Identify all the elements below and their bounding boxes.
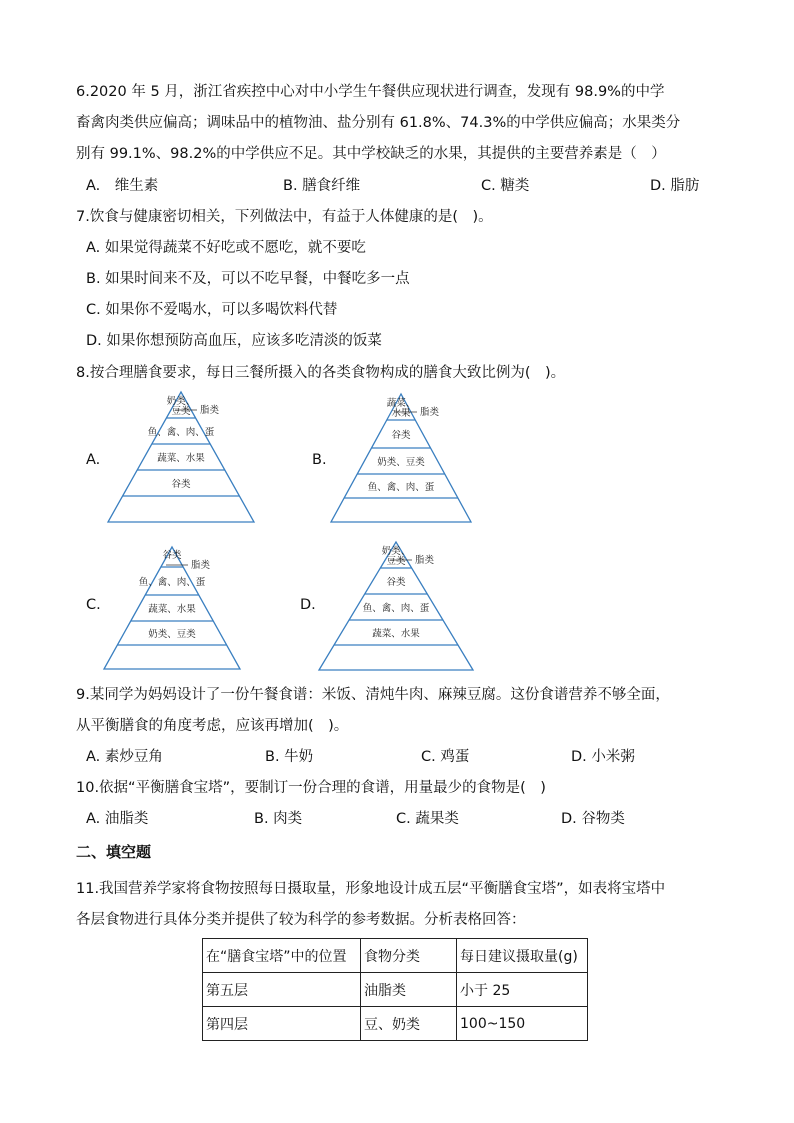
pyramid-c-label: C.	[86, 597, 101, 613]
pyramid-layer-label: 鱼、禽、肉、蛋	[138, 577, 206, 588]
pyramid-layer-label: 奶类、豆类	[377, 457, 425, 468]
q9-option-c: C. 鸡蛋	[421, 749, 470, 765]
q6-option-d: D. 脂肪	[650, 178, 700, 194]
q6-option-a: A. 维生素	[86, 178, 159, 194]
q9-stem-line2: 从平衡膳食的角度考虑，应该再增加( )。	[76, 718, 349, 734]
q6-stem-line1: 6.2020 年 5 月，浙江省疾控中心对中小学生午餐供应现状进行调查，发现有 98.9%的中学	[76, 84, 665, 100]
pyramid-top-label: 脂类	[200, 405, 220, 416]
table-cell: 在“膳食宝塔”中的位置	[203, 939, 361, 973]
food-pyramid-d	[318, 538, 478, 676]
food-pyramid-b	[329, 388, 479, 528]
pyramid-layer-label: 蔬菜、水果	[157, 453, 205, 464]
pyramid-d-label: D.	[300, 597, 316, 613]
q10-option-d: D. 谷物类	[561, 811, 625, 827]
pyramid-layer-label: 蔬菜、水果	[372, 628, 420, 640]
q6-stem-line2: 畜禽肉类供应偏高；调味品中的植物油、盐分别有 61.8%、74.3%的中学供应偏高；水果类分	[76, 115, 681, 131]
table-cell: 每日建议摄取量(g)	[457, 939, 588, 973]
q7-option-d: D. 如果你想预防高血压，应该多吃清淡的饭菜	[86, 333, 382, 349]
table-cell: 第四层	[203, 1007, 361, 1041]
q11-stem-line1: 11.我国营养学家将食物按照每日摄取量，形象地设计成五层“平衡膳食宝塔”，如表将宝塔中	[76, 881, 666, 897]
pyramid-layer-label: 豆类	[171, 406, 191, 417]
pyramid-layer-label: 奶类、豆类	[148, 629, 196, 640]
pyramid-b-label: B.	[312, 452, 327, 468]
pyramid-top-label: 脂类	[191, 560, 211, 571]
food-pyramid-c	[102, 543, 252, 673]
table-cell: 豆、奶类	[361, 1007, 457, 1041]
table-cell: 小于 25	[457, 973, 588, 1007]
pyramid-layer-label: 谷类	[162, 550, 182, 561]
q7-stem: 7.饮食与健康密切相关，下列做法中，有益于人体健康的是( )。	[76, 209, 493, 225]
pyramid-layer-label: 奶类、	[166, 396, 196, 407]
pyramid-layer-label: 鱼、禽、肉、蛋	[362, 603, 430, 614]
table-cell: 第五层	[203, 973, 361, 1007]
q7-option-a: A. 如果觉得蔬菜不好吃或不愿吃，就不要吃	[86, 240, 366, 256]
table-cell: 100~150	[457, 1007, 588, 1041]
pyramid-layer-label: 蔬菜、水果	[148, 604, 196, 615]
q6-option-b: B. 膳食纤维	[283, 178, 361, 194]
food-pyramid-a	[104, 388, 264, 528]
q9-stem-line1: 9.某同学为妈妈设计了一份午餐食谱：米饭、清炖牛肉、麻辣豆腐。这份食谱营养不够全面，	[76, 687, 670, 703]
q8-stem: 8.按合理膳食要求，每日三餐所摄入的各类食物构成的膳食大致比例为( )。	[76, 365, 566, 381]
q10-stem: 10.依据“平衡膳食宝塔”，要制订一份合理的食谱，用量最少的食物是( )	[76, 780, 546, 796]
table-row	[203, 973, 588, 1007]
q10-option-c: C. 蔬果类	[396, 811, 459, 827]
pyramid-layer-label: 奶类、	[381, 546, 411, 557]
q9-option-b: B. 牛奶	[265, 749, 314, 765]
table-row	[203, 1007, 588, 1041]
pyramid-layer-label: 豆类	[386, 556, 406, 567]
pyramid-layer-label: 蔬菜、	[386, 398, 416, 409]
q6-stem-line3: 别有 99.1%、98.2%的中学供应不足。其中学校缺乏的水果，其提供的主要营养素是（ ）	[76, 146, 666, 162]
pyramid-layer-label: 谷类	[391, 430, 411, 441]
q6-option-c: C. 糖类	[481, 178, 530, 194]
pyramid-layer-label: 鱼、禽、肉、蛋	[367, 482, 435, 493]
pyramid-layer-label: 水果	[391, 408, 411, 419]
q9-option-d: D. 小米粥	[571, 749, 635, 765]
pyramid-layer-label: 鱼、禽、肉、蛋	[147, 427, 215, 438]
section-title: 二、填空题	[76, 843, 152, 861]
pyramid-top-label: 脂类	[420, 407, 440, 418]
pyramid-a-label: A.	[86, 452, 101, 468]
q10-option-a: A. 油脂类	[86, 811, 149, 827]
q11-stem-line2: 各层食物进行具体分类并提供了较为科学的参考数据。分析表格回答：	[76, 912, 526, 928]
food-table	[202, 938, 588, 1041]
q10-option-b: B. 肉类	[254, 811, 303, 827]
table-cell: 食物分类	[361, 939, 457, 973]
q7-option-c: C. 如果你不爱喝水，可以多喝饮料代替	[86, 302, 338, 318]
table-row	[203, 939, 588, 973]
table-cell: 油脂类	[361, 973, 457, 1007]
pyramid-layer-label: 谷类	[386, 577, 406, 588]
pyramid-layer-label: 谷类	[171, 479, 191, 490]
q9-option-a: A. 素炒豆角	[86, 749, 163, 765]
q7-option-b: B. 如果时间来不及，可以不吃早餐，中餐吃多一点	[86, 271, 410, 287]
pyramid-top-label: 脂类	[415, 555, 435, 566]
